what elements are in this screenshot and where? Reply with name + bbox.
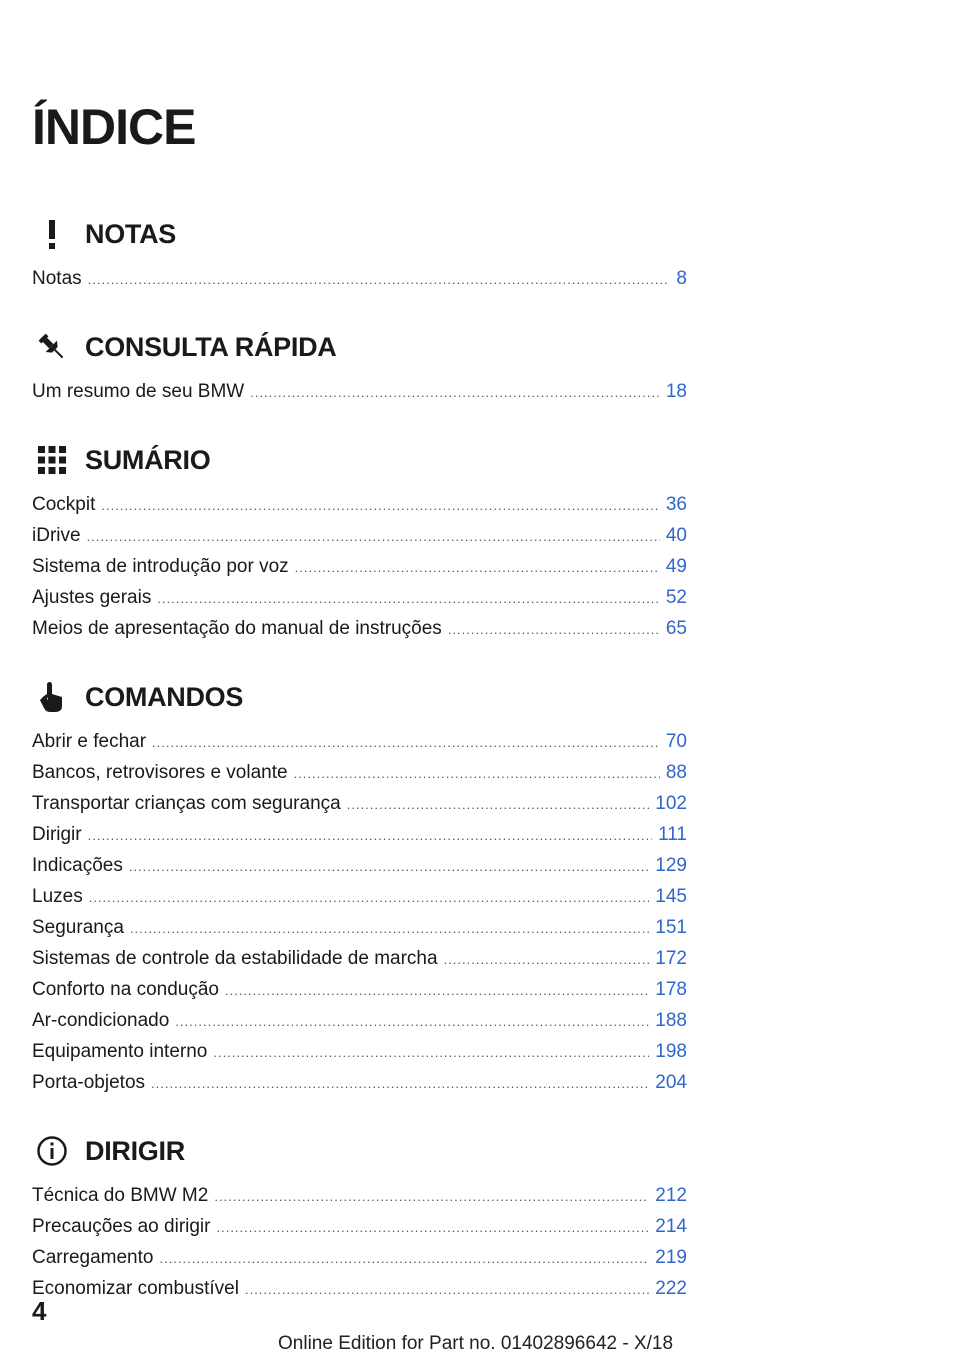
toc-entry-label: Transportar crianças com segurança bbox=[32, 793, 341, 814]
toc-entry[interactable] bbox=[32, 912, 687, 943]
section-title: SUMÁRIO bbox=[85, 444, 211, 475]
dot-leader bbox=[87, 521, 660, 552]
toc-entry-label: Um resumo de seu BMW bbox=[32, 381, 245, 402]
toc-entry-page-link[interactable]: 212 bbox=[655, 1185, 687, 1206]
dot-leader bbox=[250, 377, 660, 408]
toc-sections bbox=[32, 205, 687, 1328]
dot-leader bbox=[152, 727, 660, 758]
section-header bbox=[32, 318, 687, 376]
toc-section-4 bbox=[32, 1122, 687, 1304]
dot-leader bbox=[101, 490, 660, 521]
toc-entry[interactable] bbox=[32, 613, 687, 644]
toc-entry-page-link[interactable]: 111 bbox=[658, 824, 687, 845]
toc-entry-label: Sistemas de controle da estabilidade de marcha bbox=[32, 948, 438, 969]
dot-leader bbox=[159, 1243, 649, 1274]
section-header bbox=[32, 1122, 687, 1180]
toc-entry-label: iDrive bbox=[32, 525, 81, 546]
dot-leader bbox=[448, 614, 660, 645]
section-header bbox=[32, 668, 687, 726]
toc-entry-label: Economizar combustível bbox=[32, 1278, 239, 1299]
toc-entry[interactable] bbox=[32, 551, 687, 582]
dot-leader bbox=[214, 1181, 649, 1212]
section-title: NOTAS bbox=[85, 218, 176, 249]
dot-leader bbox=[129, 851, 649, 882]
toc-entry[interactable] bbox=[32, 974, 687, 1005]
toc-entry[interactable] bbox=[32, 943, 687, 974]
toc-entry[interactable] bbox=[32, 263, 687, 294]
toc-entry[interactable] bbox=[32, 489, 687, 520]
section-title: COMANDOS bbox=[85, 681, 244, 712]
toc-entry-page-link[interactable]: 129 bbox=[655, 855, 687, 876]
dot-leader bbox=[216, 1212, 649, 1243]
dot-leader bbox=[175, 1006, 649, 1037]
toc-entry-page-link[interactable]: 172 bbox=[655, 948, 687, 969]
section-title: DIRIGIR bbox=[85, 1135, 185, 1166]
exclamation-icon bbox=[32, 214, 72, 254]
toc-entry-page-link[interactable]: 222 bbox=[655, 1278, 687, 1299]
toc-entry-page-link[interactable]: 36 bbox=[665, 494, 687, 515]
toc-entry-label: Bancos, retrovisores e volante bbox=[32, 762, 288, 783]
toc-entry-page-link[interactable]: 204 bbox=[655, 1072, 687, 1093]
toc-section-1 bbox=[32, 318, 687, 407]
toc-entry-label: Abrir e fechar bbox=[32, 731, 147, 752]
dot-leader bbox=[130, 913, 649, 944]
dot-leader bbox=[295, 552, 660, 583]
toc-entry-label: Carregamento bbox=[32, 1247, 154, 1268]
toc-entry[interactable] bbox=[32, 726, 687, 757]
toc-entry-label: Conforto na condução bbox=[32, 979, 219, 1000]
grid-icon bbox=[32, 440, 72, 480]
toc-entry[interactable] bbox=[32, 1211, 687, 1242]
toc-entry-page-link[interactable]: 145 bbox=[655, 886, 687, 907]
dot-leader bbox=[88, 264, 671, 295]
toc-entry[interactable] bbox=[32, 850, 687, 881]
toc-entry-page-link[interactable]: 8 bbox=[676, 268, 687, 289]
toc-entry[interactable] bbox=[32, 1005, 687, 1036]
toc-entry-label: Porta-objetos bbox=[32, 1072, 146, 1093]
toc-entry-page-link[interactable]: 198 bbox=[655, 1041, 687, 1062]
toc-section-3 bbox=[32, 668, 687, 1098]
toc-entry-page-link[interactable]: 88 bbox=[665, 762, 687, 783]
page-title: ÍNDICE bbox=[32, 99, 196, 155]
toc-entry[interactable] bbox=[32, 582, 687, 613]
dot-leader bbox=[88, 820, 653, 851]
pushpin-icon bbox=[32, 327, 72, 367]
toc-entry[interactable] bbox=[32, 1242, 687, 1273]
toc-entry[interactable] bbox=[32, 1273, 687, 1304]
toc-entry-page-link[interactable]: 40 bbox=[665, 525, 687, 546]
toc-entry[interactable] bbox=[32, 376, 687, 407]
info-circle-icon bbox=[32, 1131, 72, 1171]
toc-entry-label: Ar-condicionado bbox=[32, 1010, 170, 1031]
dot-leader bbox=[225, 975, 649, 1006]
toc-entry-page-link[interactable]: 49 bbox=[665, 556, 687, 577]
toc-entry-page-link[interactable]: 219 bbox=[655, 1247, 687, 1268]
dot-leader bbox=[444, 944, 650, 975]
footer-edition: Online Edition for Part no. 01402896642 - X/18 bbox=[278, 1333, 674, 1354]
toc-entry[interactable] bbox=[32, 881, 687, 912]
toc-entry-page-link[interactable]: 52 bbox=[665, 587, 687, 608]
hand-pointer-icon bbox=[32, 677, 72, 717]
toc-section-2 bbox=[32, 431, 687, 644]
toc-entry[interactable] bbox=[32, 1036, 687, 1067]
toc-entry-page-link[interactable]: 178 bbox=[655, 979, 687, 1000]
toc-entry-page-link[interactable]: 151 bbox=[655, 917, 687, 938]
toc-entry-label: Dirigir bbox=[32, 824, 82, 845]
dot-leader bbox=[245, 1274, 649, 1305]
toc-entry-page-link[interactable]: 18 bbox=[665, 381, 687, 402]
toc-entry-label: Técnica do BMW M2 bbox=[32, 1185, 209, 1206]
footer bbox=[278, 1333, 673, 1355]
toc-entry[interactable] bbox=[32, 1067, 687, 1098]
toc-entry-label: Segurança bbox=[32, 917, 124, 938]
dot-leader bbox=[89, 882, 650, 913]
section-title: CONSULTA RÁPIDA bbox=[85, 331, 337, 362]
toc-entry[interactable] bbox=[32, 819, 687, 850]
toc-entry-page-link[interactable]: 214 bbox=[655, 1216, 687, 1237]
dot-leader bbox=[157, 583, 660, 614]
section-header bbox=[32, 431, 687, 489]
dot-leader bbox=[347, 789, 650, 820]
toc-entry[interactable] bbox=[32, 1180, 687, 1211]
toc-entry-label: Indicações bbox=[32, 855, 123, 876]
dot-leader bbox=[213, 1037, 649, 1068]
section-header bbox=[32, 205, 687, 263]
toc-entry-label: Ajustes gerais bbox=[32, 587, 152, 608]
toc-entry[interactable] bbox=[32, 757, 687, 788]
toc-entry-page-link[interactable]: 102 bbox=[655, 793, 687, 814]
toc-entry-page-link[interactable]: 188 bbox=[655, 1010, 687, 1031]
toc-entry-label: Luzes bbox=[32, 886, 83, 907]
toc-entry-label: Cockpit bbox=[32, 494, 96, 515]
toc-entry[interactable] bbox=[32, 520, 687, 551]
toc-entry-label: Precauções ao dirigir bbox=[32, 1216, 211, 1237]
toc-entry-label: Sistema de introdução por voz bbox=[32, 556, 289, 577]
toc-entry[interactable] bbox=[32, 788, 687, 819]
toc-entry-page-link[interactable]: 65 bbox=[665, 618, 687, 639]
page-number: 4 bbox=[32, 1296, 47, 1326]
toc-entry-label: Meios de apresentação do manual de instruções bbox=[32, 618, 442, 639]
dot-leader bbox=[294, 758, 660, 789]
toc-entry-page-link[interactable]: 70 bbox=[665, 731, 687, 752]
toc-entry-label: Notas bbox=[32, 268, 82, 289]
toc-entry-label: Equipamento interno bbox=[32, 1041, 208, 1062]
dot-leader bbox=[151, 1068, 649, 1099]
toc-section-0 bbox=[32, 205, 687, 294]
